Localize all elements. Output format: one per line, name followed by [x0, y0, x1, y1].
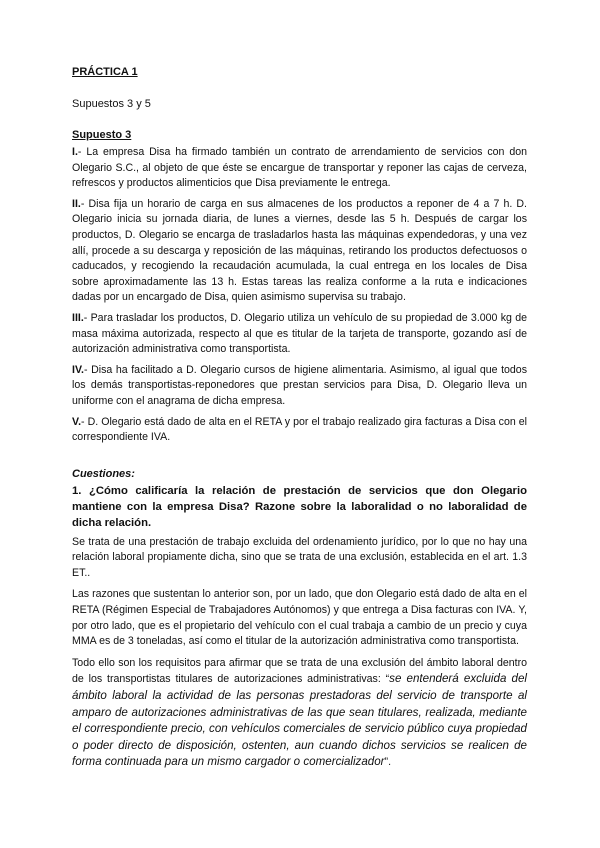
- paragraph-i: [72, 145, 527, 192]
- paragraph-text: - D. Olegario está dado de alta en el RETA y por el trabajo realizado gira facturas a Disa con el correspondiente IVA.: [72, 415, 527, 444]
- paragraph-text: - Disa fija un horario de carga en sus almacenes de los productos a reponer de 4 a 7 h. D. Olegario inicia su jornada diaria, de lunes a viernes, desde las 5 h. Después de cargar los productos, D. Olegario se encarga de trasladarlos hasta las máquinas expendedoras, y una vez allí, procede a su descarga y reposición de las máquinas, retirando los productos defectuosos o caducados, y recogiendo la recaudación acumulada, la cual entrega en los locales de Disa sobre aproximadamente las 13 h. Estas tareas las realiza conforme a la ruta e indicaciones dadas por un encargado de Disa, quien asimismo supervisa su trabajo.: [72, 197, 527, 304]
- question-1: 1. ¿Cómo calificaría la relación de prestación de servicios que don Olegario mantiene con la empresa Disa? Razone sobre la laboralidad o no laboralidad de dicha relación.: [72, 484, 527, 529]
- paragraph-number: V.: [72, 415, 82, 428]
- document-title: PRÁCTICA 1: [72, 66, 138, 78]
- paragraph-text: - La empresa Disa ha firmado también un contrato de arrendamiento de servicios con don Olegario S.C., al objeto de que éste se encargue de transportar y reponer las cajas de cerveza, refrescos y productos alimenticios que Disa previamente le entrega.: [72, 146, 527, 190]
- paragraph-number: III.: [72, 311, 84, 324]
- cuestiones-heading: Cuestiones:: [72, 467, 135, 480]
- paragraph-iv: [72, 363, 527, 410]
- paragraph-v: [72, 415, 527, 446]
- answer-paragraph-2: Las razones que sustentan lo anterior son, por un lado, que don Olegario está dado de alta en el RETA (Régimen Especial de Trabajadores Autónomos) y que entrega a Disa facturas con IVA. Y, por otro lado, que es el propietario del vehículo con el cual trabaja a cambio de un precio y cuya MMA es de 3 toneladas, así como el titular de la autorización administrativa como transportista.: [72, 588, 527, 648]
- paragraph-text: - Para trasladar los productos, D. Olegario utiliza un vehículo de su propiedad de 3.000 kg de masa máxima autorizada, respecto al que es titular de la tarjeta de transporte, gozando así de autorización administrativa como transportista.: [72, 311, 527, 356]
- paragraph-ii: [72, 197, 527, 306]
- paragraph-number: II.: [72, 197, 81, 210]
- section-heading: Supuesto 3: [72, 129, 132, 141]
- paragraph-iii: [72, 311, 527, 358]
- paragraph-text: - Disa ha facilitado a D. Olegario cursos de higiene alimentaria. Asimismo, al igual que todos los demás transportistas-reponedores que prestan servicios para Disa, D. Olegario lleva un uniforme con el anagrama de dicha empresa.: [72, 363, 527, 407]
- quote-end: ”.: [384, 756, 392, 769]
- document-subtitle: Supuestos 3 y 5: [72, 98, 151, 110]
- document-page: [72, 66, 527, 777]
- answer-paragraph-3: [72, 656, 527, 771]
- answer-intro: Todo ello son los requisitos para afirmar que se trata de una exclusión del ámbito laboral dentro de los transportistas titulares de autorizaciones administrativas: “: [72, 656, 527, 686]
- legal-quote: se entenderá excluida del ámbito laboral la actividad de las personas prestadoras del servicio de transporte al amparo de autorizaciones administrativas de las que sean titulares, realizada, mediante el correspondiente precio, con vehículos comerciales de servicio público cuya propiedad o poder directo de disposición, ostenten, aun cuando dichos servicios se realicen de forma continuada para un mismo cargador o comercializador: [72, 672, 527, 769]
- paragraph-number: I.: [72, 146, 78, 158]
- answer-paragraph-1: Se trata de una prestación de trabajo excluida del ordenamiento jurídico, por lo que no hay una relación laboral propiamente dicha, sino que se trata de una exclusión, establecida en el art. 1.3 ET..: [72, 535, 527, 579]
- paragraph-number: IV.: [72, 363, 84, 376]
